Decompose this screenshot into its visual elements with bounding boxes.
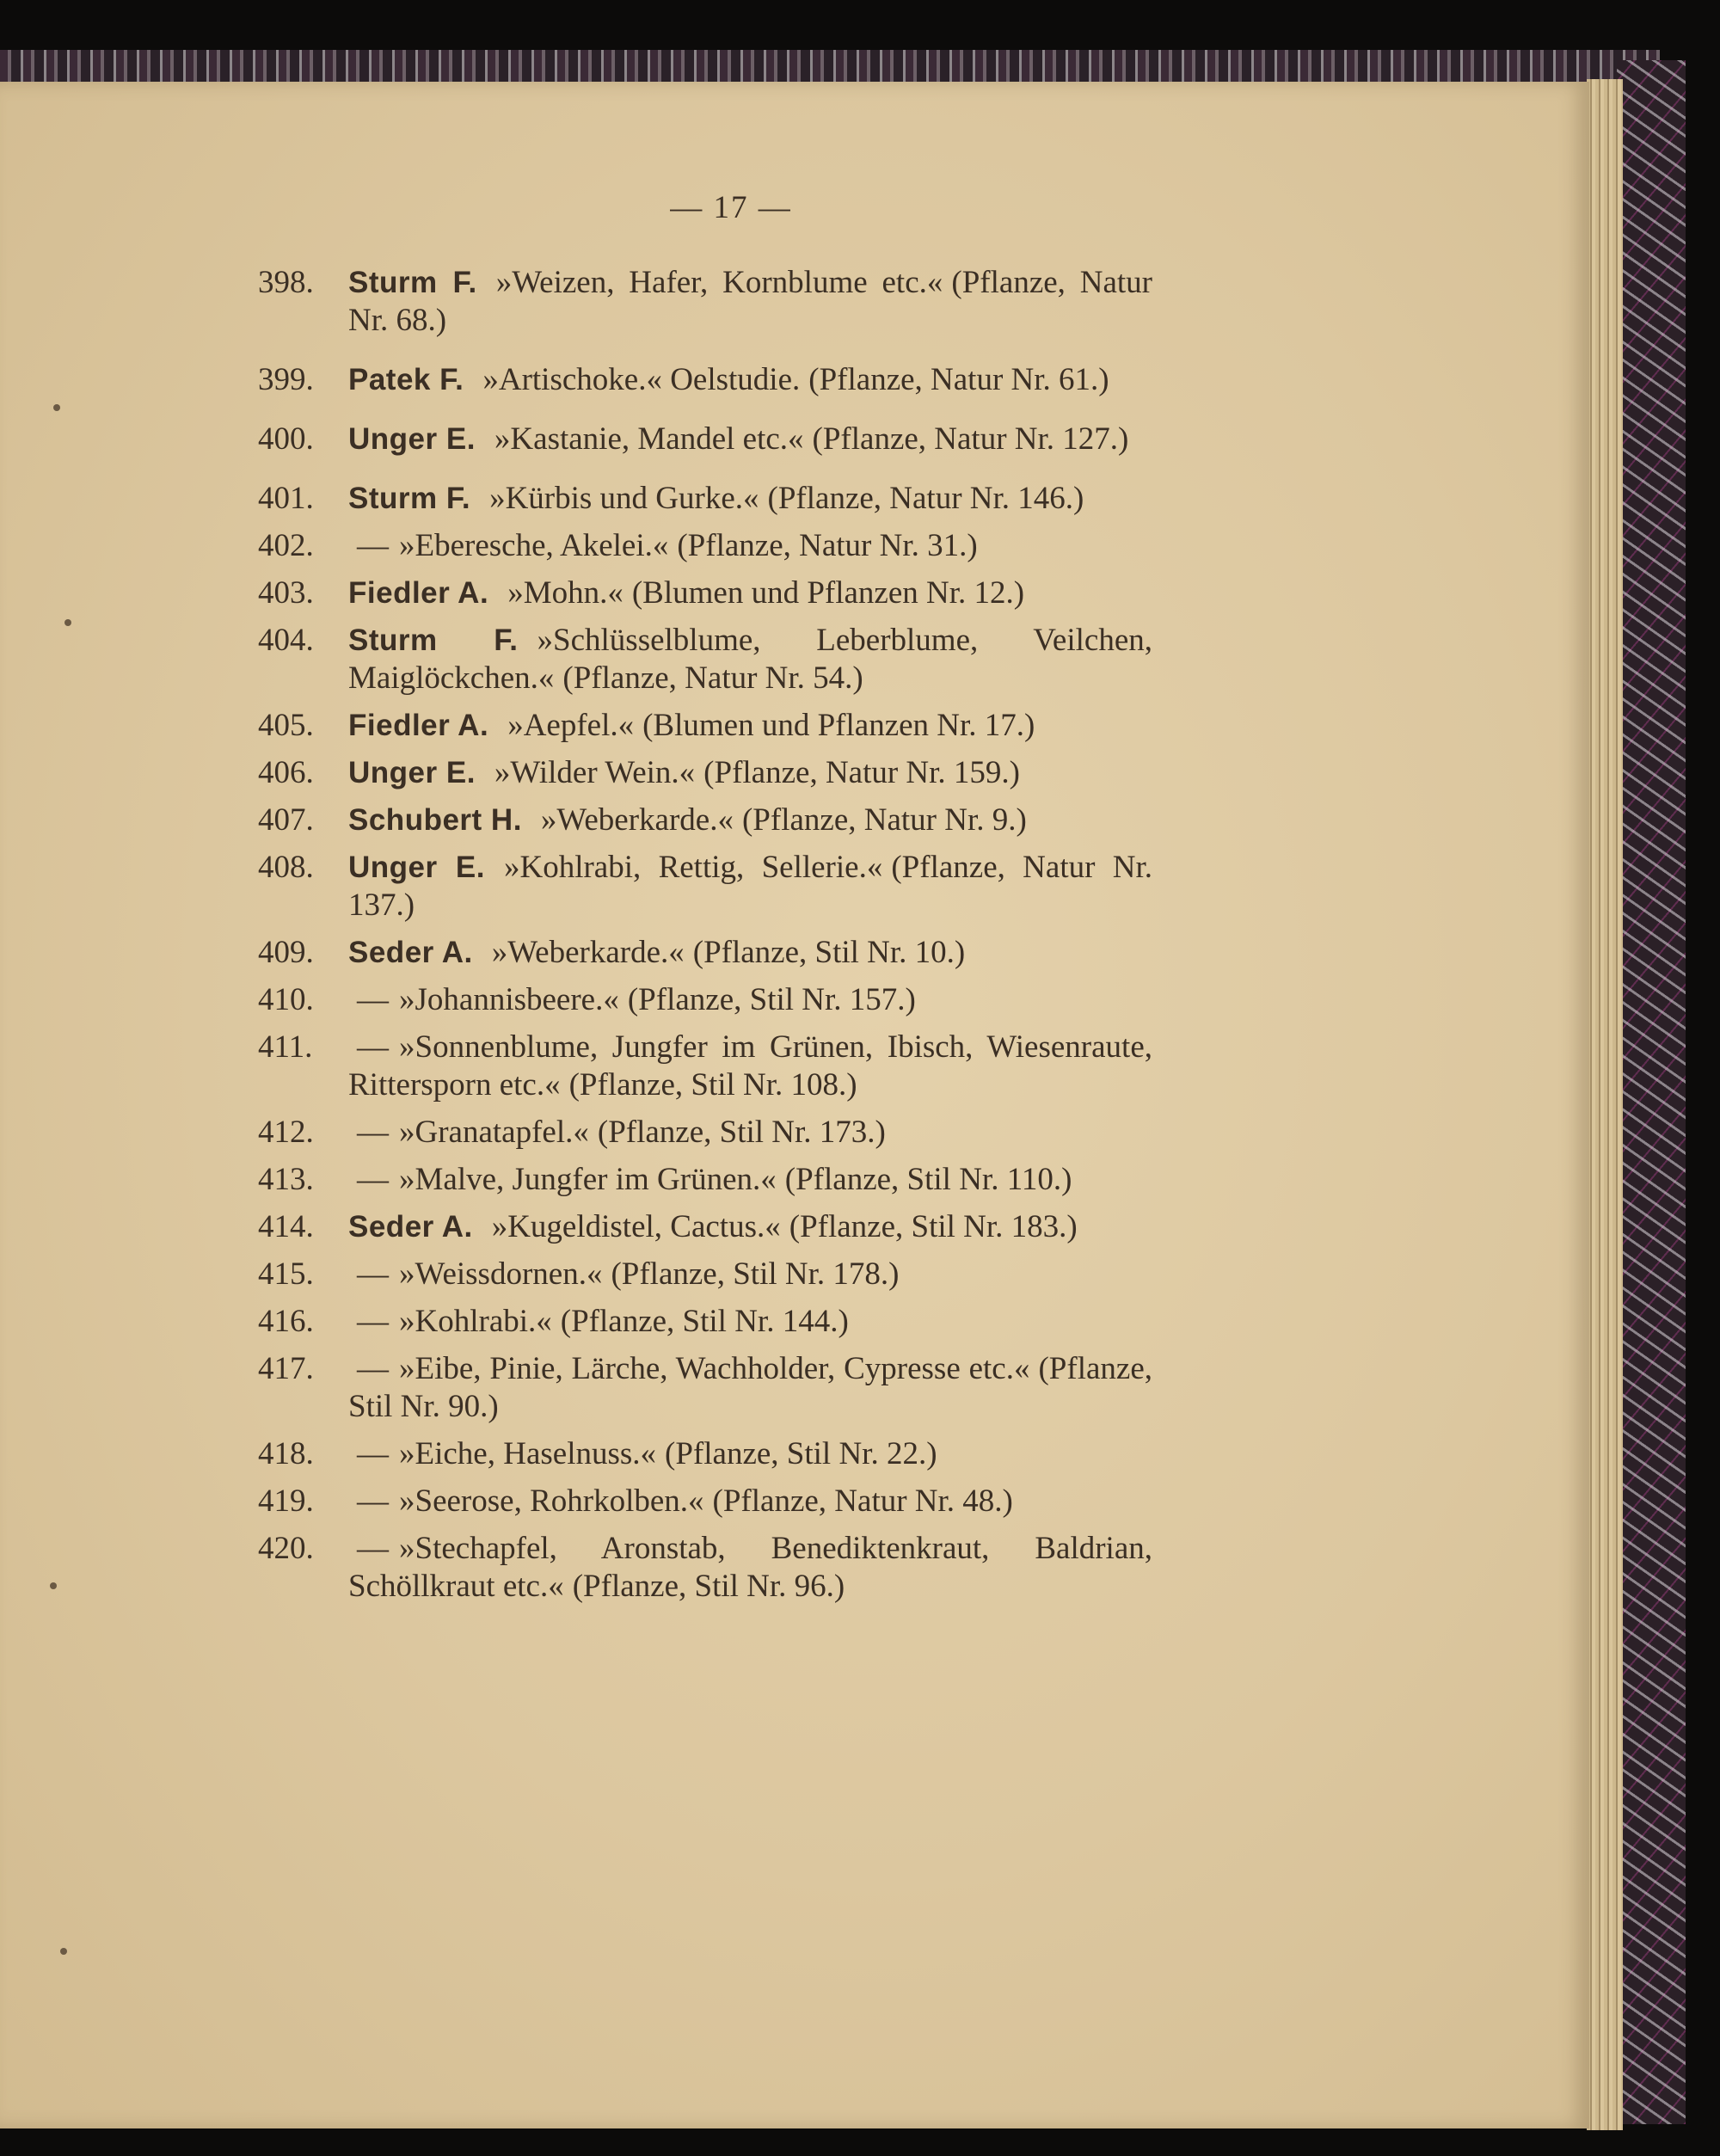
entry-ditto-dash: — (357, 1256, 389, 1292)
page-number: — 17 — (670, 190, 792, 225)
entry-title: »Weizen, Hafer, Kornblume etc.« (495, 265, 943, 300)
entry-author: Fiedler A. (348, 709, 489, 742)
entry-title: »Wilder Wein.« (494, 755, 696, 790)
entry-number: 405. (258, 708, 314, 743)
entry-ditto-dash: — (357, 1162, 389, 1197)
foxing-spot (60, 1948, 67, 1955)
entry-title: »Kastanie, Mandel etc.« (494, 421, 804, 457)
entry-number: 399. (258, 362, 314, 397)
entry-author: Schubert H. (348, 803, 522, 837)
entry-reference: (Pflanze, Natur Nr. 48.) (712, 1483, 1013, 1519)
catalog-entry (258, 1303, 1152, 1341)
entry-reference: (Pflanze, Natur Nr. 68.) (348, 265, 1153, 338)
page-edges (1587, 79, 1623, 2130)
entry-number: 402. (258, 528, 314, 563)
entry-number: 414. (258, 1209, 314, 1244)
foxing-spot (53, 404, 60, 411)
entry-author: Seder A. (348, 1210, 473, 1244)
entry-reference: (Pflanze, Stil Nr. 96.) (572, 1569, 845, 1604)
entry-reference: (Pflanze, Stil Nr. 144.) (560, 1304, 849, 1339)
entry-reference: (Pflanze, Stil Nr. 157.) (627, 982, 916, 1017)
entry-reference: (Blumen und Pflanzen Nr. 17.) (642, 708, 1035, 743)
catalog-entry (258, 1350, 1152, 1426)
catalog-entry (258, 527, 1152, 565)
entry-number: 408. (258, 850, 314, 885)
entry-reference: (Pflanze, Natur Nr. 9.) (741, 802, 1027, 838)
entry-reference: (Pflanze, Stil Nr. 10.) (692, 935, 966, 970)
entry-ditto-dash: — (357, 528, 389, 563)
entry-reference: (Pflanze, Stil Nr. 183.) (789, 1209, 1078, 1244)
entry-author: Sturm F. (348, 482, 471, 515)
entry-author: Patek F. (348, 363, 464, 396)
entry-title: »Kugeldistel, Cactus.« (491, 1209, 781, 1244)
catalog-entry (258, 421, 1152, 458)
entry-title: »Johannisbeere.« (399, 982, 619, 1017)
entry-ditto-dash: — (357, 1304, 389, 1339)
entry-reference: (Pflanze, Stil Nr. 108.) (568, 1067, 857, 1103)
entry-reference: (Pflanze, Natur Nr. 54.) (562, 660, 863, 696)
entry-title: »Stechapfel, Aronstab, Benediktenkraut, Baldrian, Schöllkraut etc.« (348, 1531, 1152, 1604)
entry-title: »Malve, Jungfer im Grünen.« (399, 1162, 777, 1197)
marbled-cover (1617, 60, 1686, 2124)
entry-number: 404. (258, 623, 314, 658)
entry-reference: (Pflanze, Stil Nr. 178.) (611, 1256, 900, 1292)
entry-title: »Seerose, Rohrkolben.« (399, 1483, 704, 1519)
entry-number: 401. (258, 481, 314, 516)
entry-number: 406. (258, 755, 314, 790)
entry-author: Seder A. (348, 936, 473, 969)
catalog-entry (258, 1483, 1152, 1520)
catalog-entry (258, 574, 1152, 612)
catalog-entry (258, 802, 1152, 839)
book-page (0, 82, 1589, 2128)
entry-reference: (Pflanze, Stil Nr. 22.) (665, 1436, 937, 1471)
entry-title: »Aepfel.« (507, 708, 635, 743)
entry-title: »Eiche, Haselnuss.« (399, 1436, 657, 1471)
entry-author: Unger E. (348, 756, 476, 789)
catalog-entry (258, 1114, 1152, 1152)
entry-reference: (Pflanze, Natur Nr. 159.) (703, 755, 1021, 790)
catalog-entry (258, 934, 1152, 972)
entry-title: »Eberesche, Akelei.« (399, 528, 669, 563)
entry-author: Unger E. (348, 851, 485, 884)
entry-author: Unger E. (348, 422, 476, 456)
entry-number: 403. (258, 575, 314, 611)
entry-number: 413. (258, 1162, 314, 1197)
entry-ditto-dash: — (357, 982, 389, 1017)
entry-number: 415. (258, 1256, 314, 1292)
entry-title: »Mohn.« (507, 575, 624, 611)
entry-reference: (Pflanze, Natur Nr. 127.) (812, 421, 1129, 457)
entry-number: 420. (258, 1531, 314, 1566)
entry-number: 418. (258, 1436, 314, 1471)
entry-title: »Weberkarde.« (540, 802, 734, 838)
catalog-entry (258, 1435, 1152, 1473)
entry-title: »Kohlrabi.« (399, 1304, 552, 1339)
entry-number: 411. (258, 1029, 313, 1065)
entry-number: 409. (258, 935, 314, 970)
entry-title: »Artischoke.« Oelstudie. (482, 362, 801, 397)
entry-title: »Kürbis und Gurke.« (489, 481, 759, 516)
catalog-entry (258, 707, 1152, 745)
entry-ditto-dash: — (357, 1115, 389, 1150)
catalog-entry (258, 361, 1152, 399)
catalog-entry (258, 1530, 1152, 1606)
entry-ditto-dash: — (357, 1029, 389, 1065)
catalog-entry (258, 264, 1152, 340)
entry-number: 416. (258, 1304, 314, 1339)
entry-author: Fiedler A. (348, 576, 489, 610)
entry-title: »Eibe, Pinie, Lärche, Wachholder, Cypresse etc.« (399, 1351, 1030, 1386)
catalog-entry (258, 849, 1152, 924)
catalog-entry (258, 1256, 1152, 1293)
catalog-entry (258, 1029, 1152, 1104)
entry-number: 410. (258, 982, 314, 1017)
entry-title: »Weberkarde.« (491, 935, 685, 970)
entry-ditto-dash: — (357, 1483, 389, 1519)
entry-reference: (Pflanze, Stil Nr. 90.) (348, 1351, 1152, 1424)
entry-ditto-dash: — (357, 1351, 389, 1386)
entry-title: »Schlüsselblume, Leberblume, Veilchen, Maiglöckchen.« (348, 623, 1152, 696)
catalog-entry (258, 480, 1152, 518)
entry-number: 400. (258, 421, 314, 457)
entry-reference: (Pflanze, Natur Nr. 31.) (677, 528, 978, 563)
catalog-entry (258, 754, 1152, 792)
entry-number: 417. (258, 1351, 314, 1386)
foxing-spot (64, 619, 71, 626)
entry-number: 407. (258, 802, 314, 838)
entry-author: Sturm F. (348, 266, 477, 299)
entry-number: 419. (258, 1483, 314, 1519)
entry-title: »Granatapfel.« (399, 1115, 589, 1150)
entry-number: 398. (258, 265, 314, 300)
entry-reference: (Pflanze, Natur Nr. 61.) (808, 362, 1109, 397)
entry-ditto-dash: — (357, 1436, 389, 1471)
entry-number: 412. (258, 1115, 314, 1150)
entry-reference: (Pflanze, Natur Nr. 146.) (767, 481, 1084, 516)
catalog-entry (258, 622, 1152, 697)
entry-reference: (Pflanze, Stil Nr. 110.) (784, 1162, 1072, 1197)
entry-title: »Kohlrabi, Rettig, Sellerie.« (503, 850, 883, 885)
entry-reference: (Blumen und Pflanzen Nr. 12.) (631, 575, 1025, 611)
catalog-entry (258, 1161, 1152, 1199)
entry-reference: (Pflanze, Stil Nr. 173.) (597, 1115, 886, 1150)
foxing-spot (50, 1582, 57, 1589)
catalog-entry (258, 1208, 1152, 1246)
entry-reference: (Pflanze, Natur Nr. 137.) (348, 850, 1152, 923)
catalog-entry (258, 981, 1152, 1019)
entry-author: Sturm F. (348, 623, 519, 657)
entry-title: »Sonnenblume, Jungfer im Grünen, Ibisch, Wiesenraute, Rittersporn etc.« (348, 1029, 1152, 1103)
catalog-list (258, 264, 1152, 1615)
entry-title: »Weissdornen.« (399, 1256, 603, 1292)
entry-ditto-dash: — (357, 1531, 389, 1566)
